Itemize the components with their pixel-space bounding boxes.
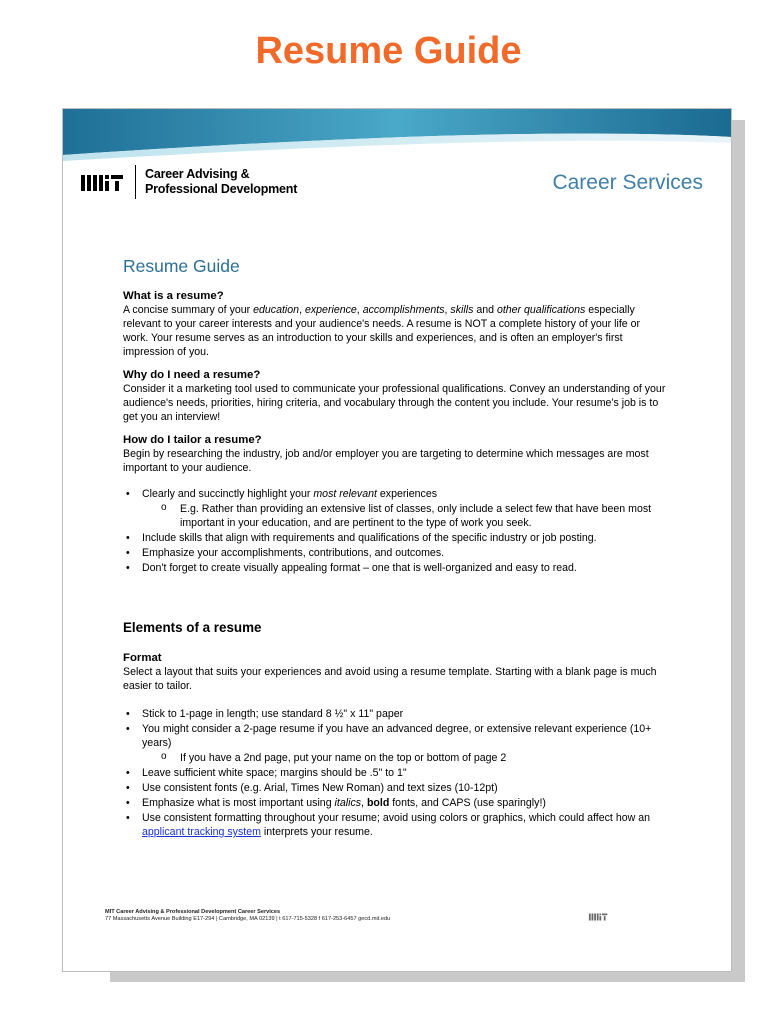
document-page	[62, 108, 732, 972]
list-item: • Emphasize your accomplishments, contributions, and outcomes.	[123, 546, 668, 560]
elements-heading: Elements of a resume	[123, 620, 262, 635]
list-item: • Use consistent fonts (e.g. Arial, Times New Roman) and text sizes (10-12pt)	[123, 781, 668, 795]
tailor-paragraph: Begin by researching the industry, job and/or employer you are targeting to determine which messages are most important to your audience.	[123, 448, 649, 474]
logo-divider	[135, 165, 136, 199]
mit-logo-icon	[585, 910, 613, 924]
org-name-line1: Career Advising &	[145, 167, 250, 181]
why-heading: Why do I need a resume?	[123, 369, 261, 381]
career-services-label: Career Services	[552, 171, 703, 194]
sub-list-item: o E.g. Rather than providing an extensive list of classes, only include a select few that have been most important in your education, and are pertinent to the type of work you seek.	[142, 502, 668, 530]
tailor-heading: How do I tailor a resume?	[123, 434, 262, 446]
document-title: Resume Guide	[123, 256, 240, 276]
list-item: • Stick to 1-page in length; use standard 8 ½" x 11" paper	[123, 707, 668, 721]
list-item: • Leave sufficient white space; margins should be .5" to 1"	[123, 766, 668, 780]
list-item: • Include skills that align with requirements and qualifications of the specific industry or job posting.	[123, 531, 668, 545]
page-footer	[105, 909, 390, 923]
document-content	[123, 256, 668, 840]
slide-title: Resume Guide	[255, 30, 522, 72]
why-paragraph: Consider it a marketing tool used to communicate your professional qualifications. Convey an understanding of your audience's needs, priorities, hiring criteria, and vocabulary through the content you include. Your resume's job is to get you an interview!	[123, 383, 666, 423]
org-name	[145, 167, 297, 197]
list-item: • Don't forget to create visually appealing format – one that is well-organized and easy to read.	[123, 561, 668, 575]
tailor-list	[123, 487, 668, 575]
header-band	[63, 109, 731, 169]
what-heading: What is a resume?	[123, 290, 224, 302]
format-heading: Format	[123, 652, 162, 664]
applicant-tracking-system-link[interactable]: applicant tracking system	[142, 826, 261, 838]
mit-logo-icon	[81, 167, 127, 199]
format-list	[123, 707, 668, 839]
footer-line1: MIT Career Advising & Professional Development Career Services	[105, 909, 281, 915]
sub-list	[142, 751, 668, 765]
list-item: • Clearly and succinctly highlight your most relevant experiences o E.g. Rather than providing an extensive list of classes, only include a select few that have been most important in your education, and are pertinent to the type of work you seek.	[123, 487, 668, 530]
list-item: • You might consider a 2-page resume if you have an advanced degree, or extensive relevant experience (10+ years) o If you have a 2nd page, put your name on the top or bottom of page 2	[123, 722, 668, 765]
what-paragraph: A concise summary of your education, experience, accomplishments, skills and other qualifications especially relevant to your career interests and your audience's needs. A resume is NOT a complete history of your life or work. Your resume serves as an introduction to your skills and experiences, and is often an employer's first impression of you.	[123, 304, 641, 358]
sub-list	[142, 502, 668, 530]
footer-line2: 77 Massachusetts Avenue Building E17-294 | Cambridge, MA 02139 | t 617-715-5328 f 617-253-6457 gecd.mit.edu	[105, 916, 391, 922]
format-paragraph: Select a layout that suits your experiences and avoid using a resume template. Starting with a blank page is much easier to tailor.	[123, 666, 657, 692]
org-name-line2: Professional Development	[145, 182, 298, 196]
list-item: • Emphasize what is most important using italics, bold fonts, and CAPS (use sparingly!)	[123, 796, 668, 810]
sub-list-item: o If you have a 2nd page, put your name on the top or bottom of page 2	[142, 751, 668, 765]
list-item: • Use consistent formatting throughout your resume; avoid using colors or graphics, which could affect how an applicant tracking system interprets your resume.	[123, 811, 668, 839]
